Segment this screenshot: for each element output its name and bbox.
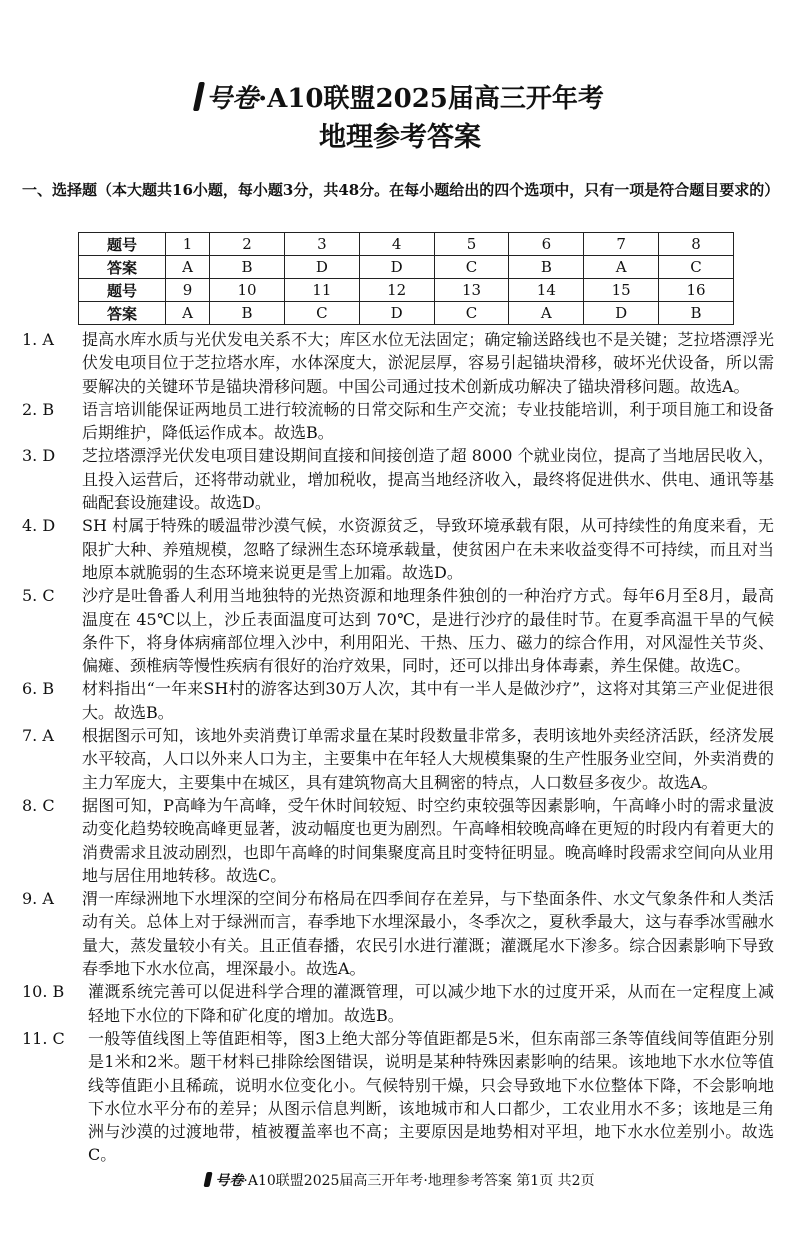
question-number-answer: 4. D: [22, 516, 56, 536]
logo: 号卷: [196, 78, 258, 115]
table-cell: 2: [210, 233, 285, 256]
table-cell: A: [509, 302, 584, 325]
question-number-answer: 5. C: [22, 586, 55, 606]
explanation-text: 灌溉系统完善可以促进科学合理的灌溉管理，可以减少地下水的过度开采，从而在一定程度上减轻地下水位的下降和矿化度的增加。故选B。: [88, 982, 774, 1025]
table-cell: D: [359, 302, 434, 325]
explanation-item: [22, 980, 774, 1027]
table-row: [79, 256, 734, 279]
table-cell: C: [434, 302, 509, 325]
question-number-answer: 11. C: [22, 1028, 65, 1048]
table-row: [79, 302, 734, 325]
question-number-answer: 1. A: [22, 330, 54, 349]
question-number-answer: 9. A: [22, 889, 54, 909]
explanation-text: 芝拉塔漂浮光伏发电项目建设期间直接和间接创造了超 8000 个就业岗位，提高了当地居民收入，且投入运营后，还将带动就业，增加税收，提高当地经济收入，最终将促进供水、供电、通讯等基础配套设施建设。故选D。: [82, 446, 774, 513]
table-cell: 9: [166, 279, 210, 302]
table-cell: 8: [659, 233, 734, 256]
explanation-item: [22, 887, 774, 980]
table-cell: 6: [509, 233, 584, 256]
table-cell: 16: [659, 279, 734, 302]
table-cell: 12: [359, 279, 434, 302]
table-cell: A: [166, 256, 210, 279]
question-number-answer: 7. A: [22, 726, 54, 746]
explanation-text: 语言培训能保证两地员工进行较流畅的日常交际和生产交流；专业技能培训，利于项目施工和设备后期维护，降低运作成本。故选B。: [82, 399, 774, 443]
explanation-text: 一般等值线图上等值距相等，图3上绝大部分等值距都是5米，但东南部三条等值线间等值距分别是1米和2米。题干材料已排除绘图错误，说明是某种特殊因素影响的结果。该地地下水水位等值线等值距小且稀疏，说明水位变化小。气候特别干燥，只会导致地下水位整体下降，不会影响地下水位水平分布的差异；从图示信息判断，该地城市和人口都少，工农业用水不多；该地是三角洲与沙漠的过渡地带，植被覆盖率也不高；主要原因是地势相对平坦，地下水水位差别小。故选C。: [88, 1028, 774, 1165]
logo-mark-icon: [193, 82, 205, 111]
table-cell: C: [659, 256, 734, 279]
explanation-text: 提高水库水质与光伏发电关系不大；库区水位无法固定；确定输送路线也不是关键；芝拉塔漂浮光伏发电项目位于芝拉塔水库，水体深度大，淤泥层厚，容易引起锚块滑移，破坏光伏设备，所以需要解决的关键环节是锚块滑移问题。中国公司通过技术创新成功解决了锚块滑移问题。故选A。: [82, 330, 774, 396]
question-number-answer: 3. D: [22, 446, 56, 466]
table-cell: B: [210, 302, 285, 325]
table-cell: 13: [434, 279, 509, 302]
explanation-text: SH 村属于特殊的暖温带沙漠气候，水资源贫乏，导致环境承载有限，从可持续性的角度来看，无限扩大种、养殖规模，忽略了绿洲生态环境承载量，使贫困户在未来收益变得不可持续，而且对当地原本就脆弱的生态环境来说更是雪上加霜。故选D。: [82, 516, 774, 582]
table-cell: 4: [359, 233, 434, 256]
table-cell: B: [210, 256, 285, 279]
table-cell: 14: [509, 279, 584, 302]
footer-logo: 号卷: [205, 1170, 243, 1190]
table-cell: 1: [166, 233, 210, 256]
table-cell: C: [284, 302, 359, 325]
question-number-answer: 10. B: [22, 982, 65, 1002]
explanation-text: 据图可知，P高峰为午高峰，受午休时间较短、时空约束较强等因素影响，午高峰小时的需求量波动变化趋势较晚高峰更显著，波动幅度也更为剧烈。午高峰相较晚高峰在更短的时段内有着更大的消费需求且波动剧烈，也即午高峰的时间集聚度高且时变特征明显。晚高峰时段需求空间向从业用地与居住用地转移。故选C。: [82, 795, 774, 885]
question-number-answer: 6. B: [22, 679, 55, 699]
explanation-item: [22, 724, 774, 794]
table-row: [79, 279, 734, 302]
logo-mark-icon: [204, 1172, 213, 1187]
explanation-item: [22, 444, 774, 514]
explanation-text: 根据图示可知，该地外卖消费订单需求量在某时段数量非常多，表明该地外卖经济活跃，经济发展水平较高，人口以外来人口为主，主要集中在年轻人大规模集聚的生产性服务业空间，外卖消费的主力军庞大，主要集中在城区，具有建筑物高大且稠密的特点，人口数昼多夜少。故选A。: [82, 726, 774, 792]
answer-table: [78, 232, 734, 325]
table-cell: C: [434, 256, 509, 279]
question-number-answer: 8. C: [22, 795, 55, 815]
table-cell: D: [284, 256, 359, 279]
page-footer: 号卷·A10联盟2025届高三开年考·地理参考答案 第1页 共2页: [0, 1170, 800, 1190]
title-line1: 号卷·A10联盟2025届高三开年考: [0, 78, 800, 115]
table-cell: B: [659, 302, 734, 325]
table-cell: B: [509, 256, 584, 279]
explanation-item: [22, 794, 774, 887]
table-cell: 7: [584, 233, 659, 256]
explanation-item: [22, 677, 774, 724]
row-label: 答案: [79, 302, 166, 325]
explanation-text: 渭一库绿洲地下水埋深的空间分布格局在四季间存在差异，与下垫面条件、水文气象条件和人类活动有关。总体上对于绿洲而言，春季地下水埋深最小，冬季次之，夏秋季最大，这与春季冰雪融水量大，蒸发量较小有关。且正值春播，农民引水进行灌溉；灌溉尾水下渗多。综合因素影响下导致春季地下水水位高，埋深最小。故选A。: [82, 889, 774, 979]
row-label: 题号: [79, 279, 166, 302]
table-cell: D: [359, 256, 434, 279]
explanations-list: [22, 328, 774, 1167]
table-cell: 15: [584, 279, 659, 302]
explanation-text: 沙疗是吐鲁番人利用当地独特的光热资源和地理条件独创的一种治疗方式。每年6月至8月，最高温度在 45℃以上，沙丘表面温度可达到 70℃，是进行沙疗的最佳时节。在夏季高温干旱的气候条件下，将身体病痛部位埋入沙中，利用阳光、干热、压力、磁力的综合作用，对风湿性关节炎、偏瘫、颈椎病等慢性疾病有很好的治疗效果，同时，还可以排出身体毒素，养生保健。故选C。: [82, 586, 774, 676]
table-row: [79, 233, 734, 256]
table-cell: A: [166, 302, 210, 325]
question-number-answer: 2. B: [22, 399, 55, 419]
explanation-item: [22, 398, 774, 445]
title-line2: 地理参考答案: [319, 122, 481, 153]
row-label: 答案: [79, 256, 166, 279]
table-cell: A: [584, 256, 659, 279]
explanation-item: [22, 328, 774, 398]
explanation-item: [22, 584, 774, 677]
row-label: 题号: [79, 233, 166, 256]
explanation-item: [22, 514, 774, 584]
table-cell: 5: [434, 233, 509, 256]
table-cell: 11: [284, 279, 359, 302]
table-cell: D: [584, 302, 659, 325]
explanation-item: [22, 1027, 774, 1167]
explanation-text: 材料指出“一年来SH村的游客达到30万人次，其中有一半人是做沙疗”，这将对其第三产业促进很大。故选B。: [82, 679, 774, 722]
table-cell: 10: [210, 279, 285, 302]
section-heading: 一、选择题（本大题共16小题，每小题3分，共48分。在每小题给出的四个选项中，只有一项是符合题目要求的）: [22, 181, 780, 199]
table-cell: 3: [284, 233, 359, 256]
